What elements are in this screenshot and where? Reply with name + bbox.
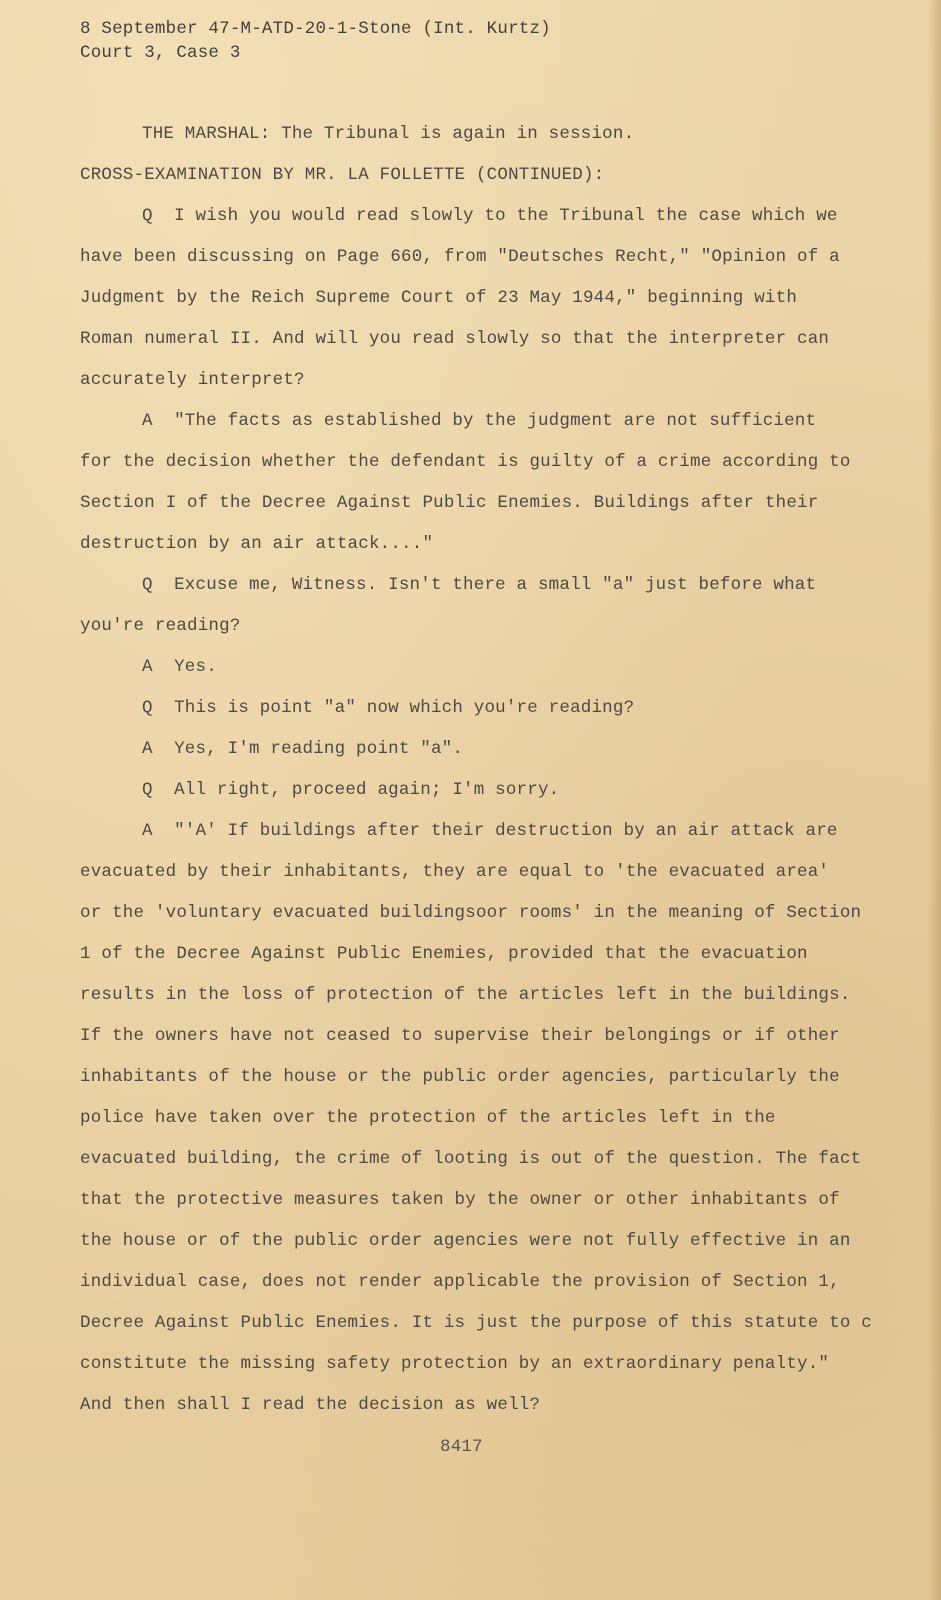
- transcript-line: evacuated building, the crime of looting is out of the question. The fact: [80, 1149, 862, 1169]
- transcript-line: individual case, does not render applicable the provision of Section 1,: [80, 1272, 840, 1292]
- transcript-line: Decree Against Public Enemies. It is just the purpose of this statute to c: [80, 1313, 872, 1333]
- transcript-line: A "The facts as established by the judgment are not sufficient: [142, 411, 817, 431]
- transcript-line: results in the loss of protection of the articles left in the buildings.: [80, 985, 851, 1005]
- paper-edge-shadow: [927, 0, 941, 1600]
- transcript-line: that the protective measures taken by the owner or other inhabitants of: [80, 1190, 840, 1210]
- transcript-line: Q All right, proceed again; I'm sorry.: [142, 780, 560, 800]
- transcript-line: the house or of the public order agencies were not fully effective in an: [80, 1231, 851, 1251]
- transcript-line: A "'A' If buildings after their destruction by an air attack are: [142, 821, 838, 841]
- transcript-line: Roman numeral II. And will you read slowly so that the interpreter can: [80, 329, 830, 349]
- page-number: 8417: [440, 1437, 483, 1457]
- transcript-line: evacuated by their inhabitants, they are equal to 'the evacuated area': [80, 862, 830, 882]
- transcript-line: Q This is point "a" now which you're reading?: [142, 698, 635, 718]
- transcript-line: And then shall I read the decision as well?: [80, 1395, 541, 1415]
- transcript-line: constitute the missing safety protection by an extraordinary penalty.": [80, 1354, 830, 1374]
- transcript-line: 1 of the Decree Against Public Enemies, provided that the evacuation: [80, 944, 808, 964]
- header-line-2: Court 3, Case 3: [80, 43, 241, 63]
- marshal-statement: THE MARSHAL: The Tribunal is again in session.: [142, 124, 635, 144]
- transcript-line: Judgment by the Reich Supreme Court of 23 May 1944," beginning with: [80, 288, 798, 308]
- transcript-line: or the 'voluntary evacuated buildingsoor rooms' in the meaning of Section: [80, 903, 862, 923]
- transcript-line: accurately interpret?: [80, 370, 305, 390]
- transcript-line: police have taken over the protection of the articles left in the: [80, 1108, 776, 1128]
- transcript-line: Q I wish you would read slowly to the Tribunal the case which we: [142, 206, 838, 226]
- header-line-1: 8 September 47-M-ATD-20-1-Stone (Int. Kurtz): [80, 19, 551, 39]
- transcript-line: for the decision whether the defendant is guilty of a crime according to: [80, 452, 851, 472]
- transcript-line: Q Excuse me, Witness. Isn't there a small "a" just before what: [142, 575, 817, 595]
- transcript-line: Section I of the Decree Against Public Enemies. Buildings after their: [80, 493, 819, 513]
- transcript-line: A Yes.: [142, 657, 217, 677]
- transcript-line: destruction by an air attack....": [80, 534, 434, 554]
- transcript-line: A Yes, I'm reading point "a".: [142, 739, 464, 759]
- transcript-line: inhabitants of the house or the public order agencies, particularly the: [80, 1067, 840, 1087]
- transcript-line: you're reading?: [80, 616, 241, 636]
- transcript-line: If the owners have not ceased to supervise their belongings or if other: [80, 1026, 840, 1046]
- transcript-line: have been discussing on Page 660, from "Deutsches Recht," "Opinion of a: [80, 247, 840, 267]
- cross-examination-heading: CROSS-EXAMINATION BY MR. LA FOLLETTE (CONTINUED):: [80, 165, 605, 185]
